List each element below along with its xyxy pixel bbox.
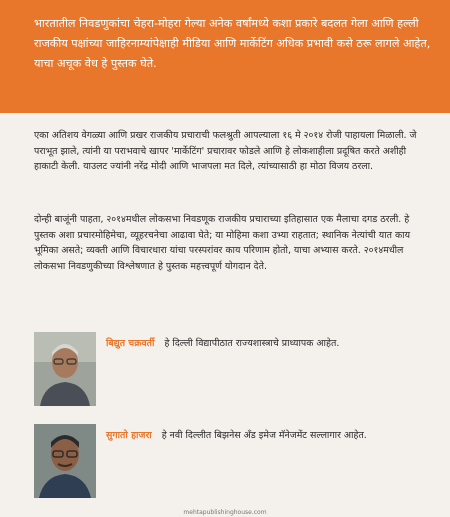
- author-block-2: [34, 424, 434, 502]
- description-paragraph-1: एका अतिशय वेगळ्या आणि प्रखर राजकीय प्रचाराची फलश्रुती आपल्याला १६ मे २०१४ रोजी पाहायला मिळाली. जे पराभूत झाले, त्यांनी या पराभवाचे खापर 'मार्केटिंग' प्रचारावर फोडले आणि हे लोकशाहीला प्रदूषित करते अशीही हाकाटी केली. याउलट ज्यांनी नरेंद्र मोदी आणि भाजपला मत दिले, त्यांच्यासाठी हा मोठा विजय ठरला.: [34, 130, 417, 173]
- author-name-2: सुगातो हाजरा: [106, 430, 152, 441]
- publisher-url: mehtapublishinghouse.com: [183, 509, 267, 516]
- description-paragraph-2: दोन्ही बाजूंनी पाहता, २०१४मधील लोकसभा निवडणूक राजकीय प्रचाराच्या इतिहासात एक मैलाचा दगड ठरली. हे पुस्तक अशा प्रचारमोहिमेचा, व्यूहरचनेचा आढावा घेते; या मोहिमा कशा उभ्या राहतात; स्थानिक नेत्यांची यात काय भूमिका असते; व्यक्ती आणि विचारधारा यांचा परस्परांवर काय परिणाम होतो, याचा अभ्यास करते. २०१४मधील लोकसभा निवडणुकीच्या विश्लेषणात हे पुस्तक महत्त्वपूर्ण योगदान देते.: [34, 214, 411, 272]
- author-photo-2: [34, 424, 96, 498]
- orange-blurb-band: [0, 0, 450, 113]
- blurb-text: भारतातील निवडणुकांचा चेहरा-मोहरा गेल्या अनेक वर्षांमध्ये कशा प्रकारे बदलत गेला आणि हल्ली राजकीय पक्षांच्या जाहिरनाम्यांपेक्षाही मीडिया आणि मार्केटिंग अधिक प्रभावी कसे ठरू लागले आहेत, याचा अचूक वेध हे पुस्तक घेते.: [34, 17, 431, 70]
- author-bio-2: हे नवी दिल्लीत बिझनेस अँड इमेज मॅनेजमेंट सल्लागार आहेत.: [161, 430, 367, 441]
- author-bio-1: हे दिल्ली विद्यापीठात राज्यशास्त्राचे प्राध्यापक आहेत.: [164, 338, 340, 349]
- author-photo-1: [34, 332, 96, 406]
- author-block-1: [34, 332, 434, 410]
- author-name-1: बिद्युत चक्रवर्ती: [106, 338, 155, 349]
